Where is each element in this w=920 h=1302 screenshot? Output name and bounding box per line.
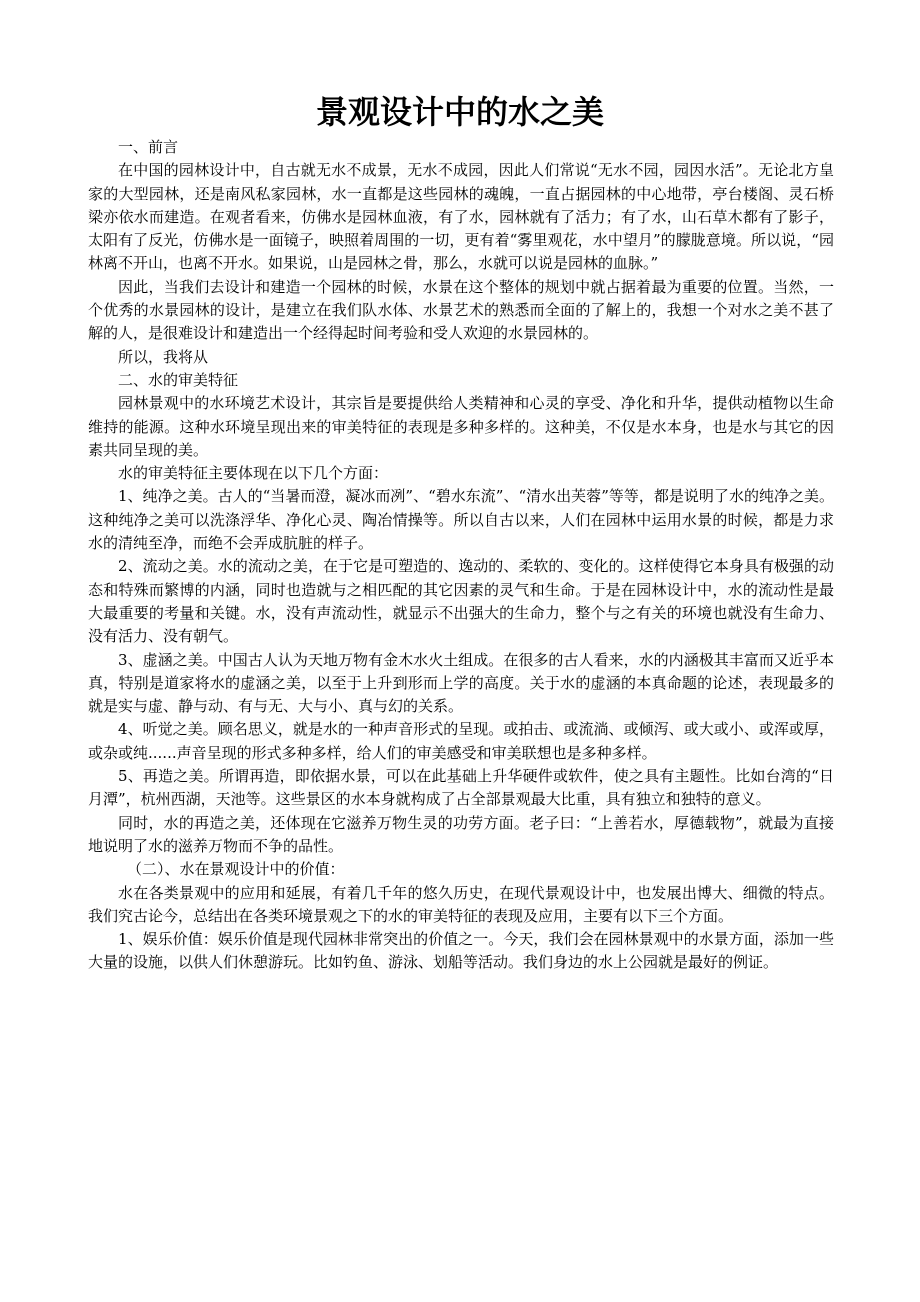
paragraph: 1、纯净之美。古人的“当暑而澄，凝冰而冽”、“碧水东流”、“清水出芙蓉”等等，都是说明了水的纯净之美。这种纯净之美可以洗涤浮华、净化心灵、陶冶情操等。所以自古以来，人们在园林中运用水景的时候，都是力求水的清纯至净，而绝不会弄成肮脏的样子。 (88, 487, 834, 553)
paragraph: 所以，我将从 (118, 347, 209, 366)
paragraph: 因此，当我们去设计和建造一个园林的时候，水景在这个整体的规划中就占据着最为重要的位置。当然，一个优秀的水景园林的设计，是建立在我们队水体、水景艺术的熟悉而全面的了解上的，我想一个对水之美不甚了解的人，是很难设计和建造出一个经得起时间考验和受人欢迎的水景园林的。 (88, 277, 834, 343)
paragraph: 同时，水的再造之美，还体现在它滋养万物生灵的功劳方面。老子曰：“上善若水，厚德载物”，就最为直接地说明了水的滋养万物而不争的品性。 (88, 813, 834, 855)
paragraph: 2、流动之美。水的流动之美，在于它是可塑造的、逸动的、柔软的、变化的。这样使得它本身具有极强的动态和特殊而繁博的内涵，同时也造就与之相匹配的其它因素的灵气和生命。于是在园林设计中，水的流动性是最大最重要的考量和关键。水，没有声流动性，就显示不出强大的生命力，整个与之有关的环境也就没有生命力、没有活力、没有朝气。 (88, 557, 834, 646)
paragraph: 水的审美特征主要体现在以下几个方面： (118, 464, 389, 483)
document-title: 景观设计中的水之美 (315, 93, 604, 131)
section-heading-value: （二）、水在景观设计中的价值： (127, 860, 345, 879)
paragraph: 水在各类景观中的应用和延展，有着几千年的悠久历史，在现代景观设计中，也发展出博大、细微的特点。我们究古论今，总结出在各类环境景观之下的水的审美特征的表现及应用，主要有以下三个方面。 (88, 883, 834, 925)
document-body (88, 136, 834, 975)
paragraph: 3、虚涵之美。中国古人认为天地万物有金木水火土组成。在很多的古人看来，水的内涵极其丰富而又近乎本真，特别是道家将水的虚涵之美，以至于上升到形而上学的高度。关于水的虚涵的本真命题的论述，表现最多的就是实与虚、静与动、有与无、大与小、真与幻的关系。 (88, 650, 834, 716)
paragraph: 1、娱乐价值：娱乐价值是现代园林非常突出的价值之一。今天，我们会在园林景观中的水景方面，添加一些大量的设施，以供人们休憩游玩。比如钓鱼、游泳、划船等活动。我们身边的水上公园就是最好的例证。 (88, 930, 834, 972)
paragraph: 园林景观中的水环境艺术设计，其宗旨是要提供给人类精神和心灵的享受、净化和升华，提供动植物以生命维持的能源。这种水环境呈现出来的审美特征的表现是多种多样的。这种美，不仅是水本身，也是水与其它的因素共同呈现的美。 (88, 394, 834, 459)
section-heading-preface: 一、前言 (118, 138, 179, 156)
section-heading-aesthetics: 二、水的审美特征 (118, 370, 239, 389)
paragraph: 5、再造之美。所谓再造，即依据水景，可以在此基础上升华硬件或软件，使之具有主题性。比如台湾的“日月潭”，杭州西湖，天池等。这些景区的水本身就构成了占全部景观最大比重，具有独立和独特的意义。 (88, 767, 834, 809)
paragraph: 4、听觉之美。顾名思义，就是水的一种声音形式的呈现。或拍击、或流淌、或倾泻、或大或小、或浑或厚，或杂或纯......声音呈现的形式多种多样，给人们的审美感受和审美联想也是多种多样。 (88, 720, 834, 762)
paragraph: 在中国的园林设计中，自古就无水不成景，无水不成园，因此人们常说“无水不园，园因水活”。无论北方皇家的大型园林，还是南风私家园林，水一直都是这些园林的魂魄，一直占据园林的中心地带，亭台楼阁、灵石桥梁亦依水而建造。在观者看来，仿佛水是园林血液，有了水，园林就有了活力；有了水，山石草木都有了影子，太阳有了反光，仿佛水是一面镜子，映照着周围的一切，更有着“雾里观花，水中望月”的朦胧意境。所以说，“园林离不开山，也离不开水。如果说，山是园林之骨，那么，水就可以说是园林的血脉。” (88, 161, 834, 273)
